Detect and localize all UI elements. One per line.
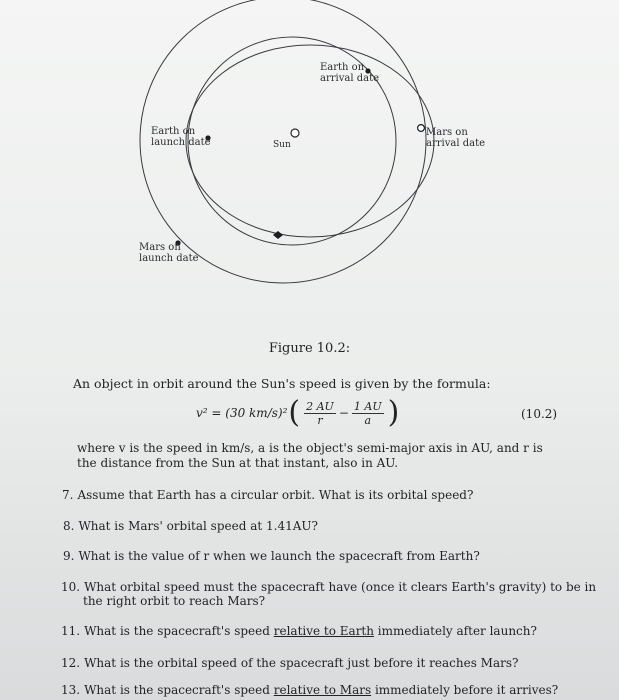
label-mars-launch: Mars on launch date bbox=[139, 242, 199, 264]
formula-frac2-den: a bbox=[364, 413, 372, 427]
question-text: What is the value of r when we launch the spacecraft from Earth? bbox=[78, 549, 480, 563]
question-emphasis: relative to Mars bbox=[273, 683, 372, 697]
formula-explanation: where v is the speed in km/s, a is the object's semi-major axis in AU, and r is the distance from the Sun at that instant, also in AU. bbox=[77, 441, 543, 470]
label-earth-arrival: Earth on arrival date bbox=[320, 62, 380, 84]
question-9 bbox=[63, 549, 480, 564]
transfer-orbit bbox=[186, 45, 434, 237]
question-text: immediately after launch? bbox=[373, 624, 537, 638]
label-mars-arrival: Mars on arrival date bbox=[426, 127, 486, 149]
question-text: What orbital speed must the spacecraft have (once it clears Earth's gravity) to be in bbox=[84, 580, 597, 594]
question-number: 9. bbox=[63, 549, 75, 563]
mars-arrival-dot bbox=[418, 125, 425, 132]
question-text: What is the spacecraft's speed bbox=[84, 683, 274, 697]
formula-minus: − bbox=[338, 406, 349, 420]
question-text: immediately before it arrives? bbox=[371, 683, 559, 697]
question-text: What is Mars' orbital speed at 1.41AU? bbox=[78, 519, 318, 533]
question-emphasis: relative to Earth bbox=[273, 624, 374, 638]
orbit-diagram bbox=[0, 0, 619, 300]
question-7 bbox=[62, 488, 473, 503]
equation-number: (10.2) bbox=[521, 407, 558, 421]
intro-text: An object in orbit around the Sun's speed is given by the formula: bbox=[73, 376, 491, 391]
question-10-continued bbox=[83, 594, 265, 609]
sun-marker bbox=[291, 129, 299, 137]
question-number: 12. bbox=[61, 656, 81, 670]
question-number: 8. bbox=[63, 519, 75, 533]
figure-caption: Figure 10.2: bbox=[268, 341, 351, 356]
formula-frac2 bbox=[352, 400, 384, 427]
question-11 bbox=[61, 624, 537, 639]
question-number: 7. bbox=[62, 488, 74, 502]
question-number: 13. bbox=[61, 683, 81, 697]
question-number: 10. bbox=[61, 580, 81, 594]
formula-frac1-den: r bbox=[317, 413, 323, 427]
question-13 bbox=[61, 683, 558, 698]
formula-frac1-num: 2 AU bbox=[306, 399, 334, 413]
question-number: 11. bbox=[61, 624, 81, 638]
label-sun: Sun bbox=[273, 140, 291, 150]
question-10 bbox=[61, 580, 596, 595]
question-text-continued: the right orbit to reach Mars? bbox=[83, 594, 266, 608]
vis-viva-formula bbox=[196, 395, 400, 430]
formula-lhs: v² = (30 km/s)² bbox=[196, 406, 288, 420]
formula-frac2-num: 1 AU bbox=[353, 399, 382, 413]
formula-close-paren: ) bbox=[387, 395, 400, 430]
spacecraft-marker bbox=[273, 231, 283, 239]
question-text: What is the orbital speed of the spacecraft just before it reaches Mars? bbox=[84, 656, 519, 670]
question-text: What is the spacecraft's speed bbox=[84, 624, 274, 638]
formula-frac1 bbox=[304, 400, 336, 427]
question-8 bbox=[63, 519, 318, 534]
label-earth-launch: Earth on launch date bbox=[151, 126, 211, 148]
formula-open-paren: ( bbox=[288, 395, 301, 430]
question-12 bbox=[61, 656, 518, 671]
question-text: Assume that Earth has a circular orbit. What is its orbital speed? bbox=[77, 488, 474, 502]
